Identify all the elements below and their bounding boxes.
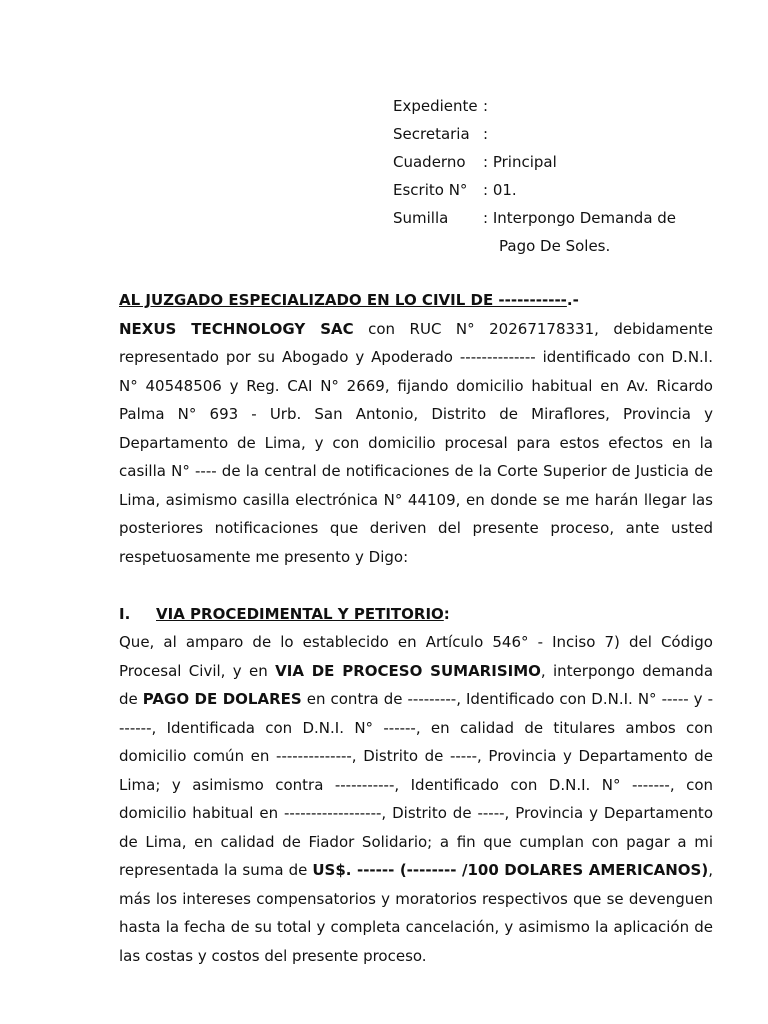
addressee: AL JUZGADO ESPECIALIZADO EN LO CIVIL DE ----------- — [119, 291, 567, 309]
sumilla-continuation-text: Pago De Soles. — [499, 237, 611, 255]
escrito-row — [393, 176, 676, 204]
expediente-value: : — [483, 97, 489, 115]
petitorio-text-4: , más los intereses compensatorios y moratorios respectivos que se devenguen hasta la fecha de su total y completa cancelación, y asimismo la aplicación de las costas y costos del presente proceso. — [119, 861, 713, 965]
petitorio-text-1: Que, al amparo de lo establecido en Artículo 546° - Inciso 7) del Código Procesal Civil, y en — [119, 633, 713, 680]
section-number: I. — [119, 604, 131, 623]
addressee-suffix: .- — [566, 291, 579, 309]
petitorio-text-3: en contra de ---------, Identificado con D.N.I. N° ----- y -------, Identificada con D.N.I. N° ------, en calidad de titulares ambos con domicilio común en --------------, Distrito de -----, Provincia y Departamento de Lima; y asimismo contra -----------, Identificado con D.N.I. N° -------, con domicilio habitual en ------------------, Distrito de -----, Provincia y Departamento de Lima, en calidad de Fiador Solidario; a fin que cumplan con pagar a mi representada la suma de — [119, 690, 713, 879]
secretaria-value: : — [483, 125, 489, 143]
secretaria-label: Secretaria — [393, 125, 470, 143]
section-title-suffix: : — [443, 604, 450, 623]
document-body — [119, 286, 713, 970]
escrito-label: Escrito N° — [393, 181, 468, 199]
expediente-label: Expediente — [393, 97, 478, 115]
escrito-value: : 01. — [483, 181, 517, 199]
cuaderno-label: Cuaderno — [393, 153, 466, 171]
petitorio-text-2: , interpongo demanda de — [119, 661, 714, 708]
claim-type: PAGO DE DOLARES — [142, 690, 302, 708]
sumilla-continuation — [393, 232, 676, 260]
expediente-row — [393, 92, 676, 120]
secretaria-row — [393, 120, 676, 148]
company-name: NEXUS TECHNOLOGY SAC — [119, 319, 354, 338]
claim-amount: US$. ------ (-------- /100 DOLARES AMERICANOS) — [312, 861, 709, 879]
paragraph-spacer — [119, 571, 713, 600]
sumilla-row — [393, 204, 676, 232]
case-header — [393, 92, 676, 260]
sumilla-label: Sumilla — [393, 209, 449, 227]
petitorio-paragraph — [119, 628, 713, 970]
procedure-type: VIA DE PROCESO SUMARISIMO — [275, 661, 541, 680]
intro-text: con RUC N° 20267178331, debidamente representado por su Abogado y Apoderado -------------- identificado con D.N.I. N° 40548506 y Reg. CAI N° 2669, fijando domicilio habitual en Av. Ricardo Palma N° 693 - Urb. San Antonio, Distrito de Miraflores, Provincia y Departamento de Lima, y con domicilio procesal para estos efectos en la casilla N° ---- de la central de notificaciones de la Corte Superior de Justicia de Lima, asimismo casilla electrónica N° 44109, en donde se me harán llegar las posteriores notificaciones que deriven del presente proceso, ante usted respetuosamente me presento y Digo: — [119, 319, 713, 566]
sumilla-value: : Interpongo Demanda de — [483, 209, 677, 227]
cuaderno-row — [393, 148, 676, 176]
section-title: VIA PROCEDIMENTAL Y PETITORIO — [156, 604, 444, 623]
section-heading — [119, 600, 713, 629]
addressee-line — [119, 286, 713, 315]
intro-paragraph — [119, 315, 713, 572]
cuaderno-value: : Principal — [483, 153, 557, 171]
